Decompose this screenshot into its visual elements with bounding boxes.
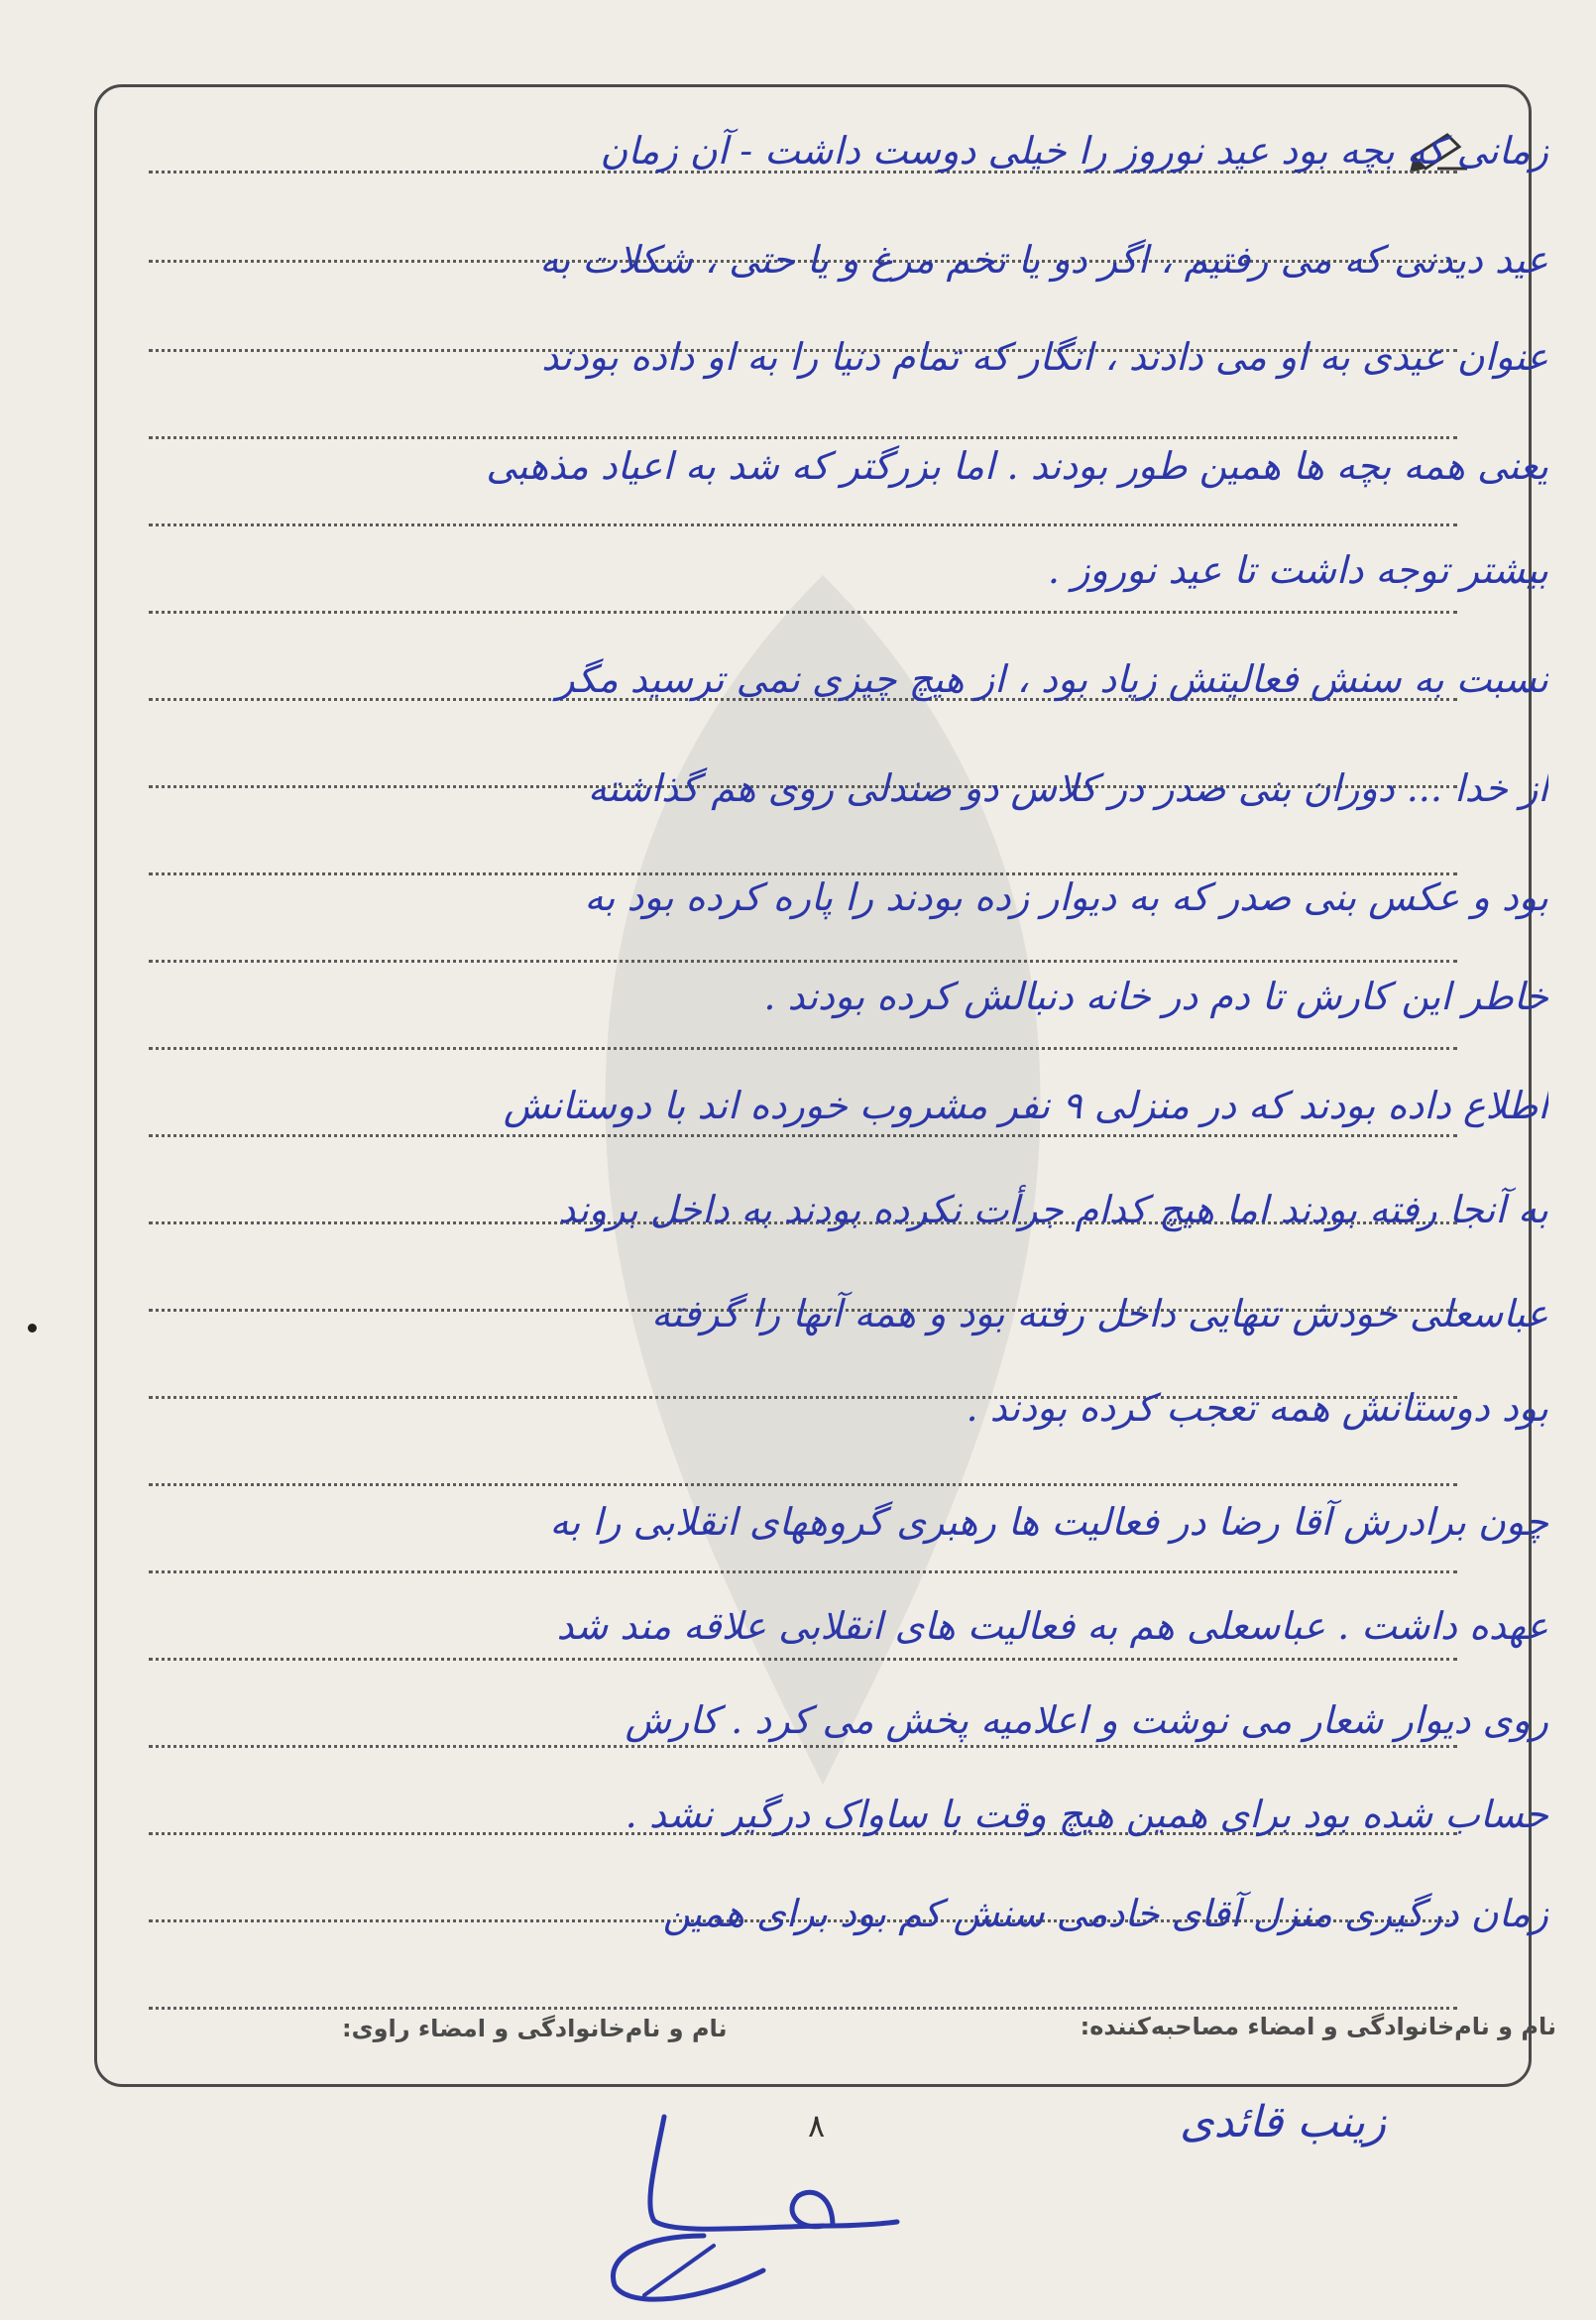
text-line: یعنی همه بچه ها همین طور بودند . اما بزرگتر که شد به اعیاد مذهبی xyxy=(486,444,1548,488)
text-line: روی دیوار شعار می نوشت و اعلامیه پخش می کرد . کارش xyxy=(625,1698,1548,1742)
text-line: بیشتر توجه داشت تا عید نوروز . xyxy=(1047,548,1548,592)
ruled-line xyxy=(149,1047,1457,1050)
ruled-line xyxy=(149,523,1457,526)
margin-ink-dot xyxy=(28,1324,37,1333)
text-line: زمان درگیری منزل آقای خادمی سنش کم بود برای همین xyxy=(662,1892,1548,1935)
ruled-line xyxy=(149,1570,1457,1573)
text-line: از خدا ... دوران بنی صدر در کلاس دو صندلی روی هم گذاشته xyxy=(587,766,1548,810)
signature-scribble xyxy=(585,2087,902,2305)
text-line: حساب شده بود برای همین هیچ وقت با ساواک درگیر نشد . xyxy=(625,1793,1548,1836)
text-line: چون برادرش آقا رضا در فعالیت ها رهبری گروههای انقلابی را به xyxy=(549,1500,1548,1544)
narrator-signature-label: نام و نام‌خانوادگی و امضاء راوی: xyxy=(342,2015,728,2042)
text-line: نسبت به سنش فعالیتش زیاد بود ، از هیچ چیزی نمی ترسید مگر xyxy=(556,657,1548,701)
text-line: عباسعلی خودش تنهایی داخل رفته بود و همه آنها را گرفته xyxy=(651,1292,1548,1335)
ruled-line xyxy=(149,1483,1457,1486)
text-line: بود و عکس بنی صدر که به دیوار زده بودند را پاره کرده بود به xyxy=(584,875,1548,919)
interviewer-signature-label: نام و نام‌خانوادگی و امضاء مصاحبه‌کننده: xyxy=(1080,2013,1556,2040)
text-line: عید دیدنی که می رفتیم ، اگر دو یا تخم مرغ و یا حتی ، شکلات به xyxy=(539,238,1548,282)
text-line: عهده داشت . عباسعلی هم به فعالیت های انقلابی علاقه مند شد xyxy=(556,1604,1548,1648)
text-line: بود دوستانش همه تعجب کرده بودند . xyxy=(966,1386,1548,1430)
page-number: ۸ xyxy=(808,2107,826,2145)
ruled-line xyxy=(149,611,1457,614)
text-line: زمانی که بچه بود عید نوروز را خیلی دوست داشت - آن زمان xyxy=(600,129,1548,173)
ruled-line xyxy=(149,2007,1457,2010)
text-line: خاطر این کارش تا دم در خانه دنبالش کرده بودند . xyxy=(763,975,1548,1018)
text-line: اطلاع داده بودند که در منزلی ۹ نفر مشروب خورده اند با دوستانش xyxy=(503,1084,1548,1127)
text-line: به آنجا رفته بودند اما هیچ کدام جرأت نکرده بودند به داخل بروند xyxy=(558,1188,1548,1231)
signature-name: زینب قائدی xyxy=(1180,2097,1387,2147)
ruled-line xyxy=(149,1658,1457,1661)
text-line: عنوان عیدی به او می دادند ، انگار که تمام دنیا را به او داده بودند xyxy=(541,335,1548,379)
ruled-line xyxy=(149,960,1457,963)
